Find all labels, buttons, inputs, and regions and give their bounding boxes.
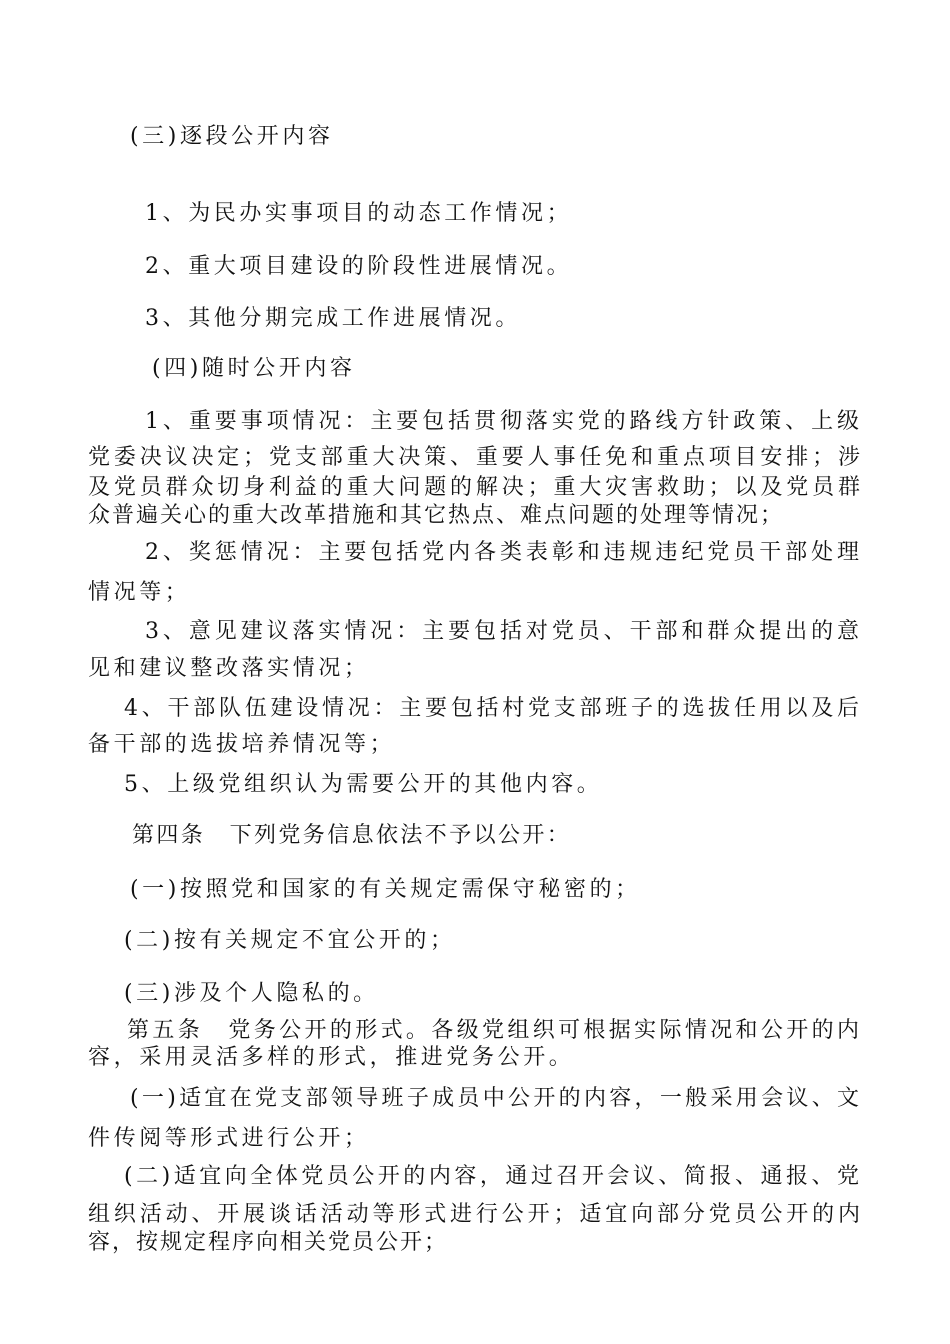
paragraph-line: 件传阅等形式进行公开；: [88, 1126, 370, 1151]
list-item: (二)按有关规定不宜公开的；: [124, 928, 456, 953]
section-heading-3: (三)逐段公开内容: [130, 124, 334, 149]
list-item: 2、重大项目建设的阶段性进展情况。: [145, 254, 573, 279]
section-heading-4: (四)随时公开内容: [152, 356, 356, 381]
paragraph-line: 见和建议整改落实情况；: [88, 656, 370, 681]
article-heading: 第四条 下列党务信息依法不予以公开：: [132, 823, 572, 848]
paragraph-line: 第五条 党务公开的形式。各级党组织可根据实际情况和公开的内: [127, 1018, 861, 1043]
paragraph-line: 党委决议决定；党支部重大决策、重要人事任免和重点项目安排；涉: [88, 445, 862, 470]
list-item: 5、上级党组织认为需要公开的其他内容。: [124, 772, 603, 797]
paragraph-line: 4、干部队伍建设情况：主要包括村党支部班子的选拔任用以及后: [124, 696, 861, 721]
paragraph-line: 组织活动、开展谈话活动等形式进行公开；适宜向部分党员公开的内: [88, 1202, 862, 1227]
paragraph-line: 2、奖惩情况：主要包括党内各类表彰和违规违纪党员干部处理: [145, 540, 861, 565]
paragraph-line: (一)适宜在党支部领导班子成员中公开的内容，一般采用会议、文: [130, 1086, 861, 1111]
list-item: (三)涉及个人隐私的。: [124, 981, 379, 1006]
paragraph-line: 情况等；: [88, 580, 191, 605]
paragraph-line: 容，采用灵活多样的形式，推进党务公开。: [88, 1045, 575, 1070]
paragraph-line: 众普遍关心的重大改革措施和其它热点、难点问题的处理等情况；: [88, 503, 785, 528]
paragraph-line: 3、意见建议落实情况：主要包括对党员、干部和群众提出的意: [145, 619, 861, 644]
paragraph-line: 备干部的选拔培养情况等；: [88, 732, 396, 757]
list-item: (一)按照党和国家的有关规定需保守秘密的；: [130, 877, 641, 902]
paragraph-line: 及党员群众切身利益的重大问题的解决；重大灾害救助；以及党员群: [88, 475, 862, 500]
paragraph-line: (二)适宜向全体党员公开的内容，通过召开会议、简报、通报、党: [124, 1164, 861, 1189]
paragraph-line: 1、重要事项情况：主要包括贯彻落实党的路线方针政策、上级: [145, 409, 861, 434]
list-item: 3、其他分期完成工作进展情况。: [145, 306, 521, 331]
paragraph-line: 容，按规定程序向相关党员公开；: [88, 1230, 449, 1255]
list-item: 1、为民办实事项目的动态工作情况；: [145, 201, 573, 226]
